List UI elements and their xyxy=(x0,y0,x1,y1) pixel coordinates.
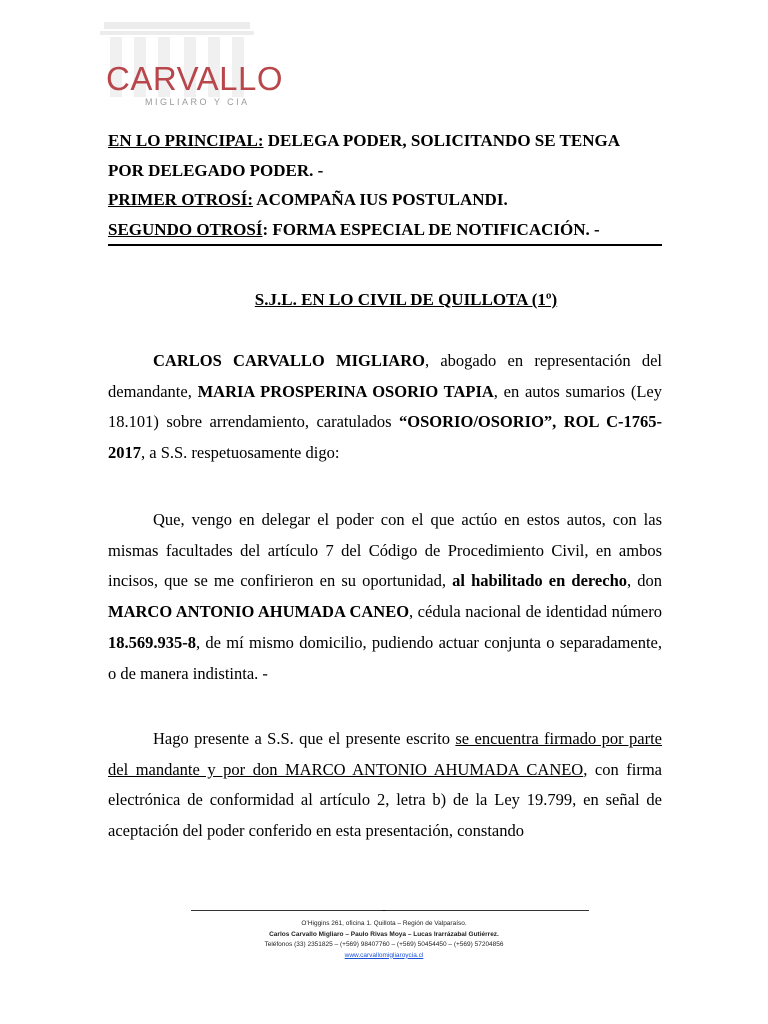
paragraph-text: Hago presente a S.S. que el presente escrito xyxy=(153,729,456,748)
heading-line-principal xyxy=(108,126,663,156)
paragraph-delegation xyxy=(108,505,662,689)
page-footer xyxy=(0,919,768,961)
court-title: S.J.L. EN LO CIVIL DE QUILLOTA (1º) xyxy=(254,290,558,309)
delegate-id-number: 18.569.935-8 xyxy=(108,632,196,652)
paragraph-text: Que, vengo en delegar el poder con el que actúo en estos autos, con las mismas facultades del artículo 7 del Código de Procedimiento Civil, en ambos incisos, que se me confirieron en su oportunidad, xyxy=(108,510,662,591)
heading-label-primer-otrosi: PRIMER OTROSÍ: xyxy=(108,190,253,209)
paragraph-text: , de mí mismo domicilio, pudiendo actuar conjunta o separadamente, o de manera indistinta. - xyxy=(108,632,662,683)
heading-label-segundo-otrosi: SEGUNDO OTROSÍ xyxy=(108,219,263,239)
heading-text-principal: DELEGA PODER, SOLICITANDO SE TENGA xyxy=(263,131,620,150)
heading-line-principal-cont xyxy=(108,156,663,186)
paragraph-representation xyxy=(108,346,662,469)
footer-dash: – xyxy=(382,907,386,914)
paragraph-signature xyxy=(108,724,662,847)
lawyer-name: CARLOS CARVALLO MIGLIARO xyxy=(153,351,425,370)
heading-divider xyxy=(108,244,662,246)
document-heading xyxy=(108,126,663,244)
heading-text-primer-otrosi: ACOMPAÑA IUS POSTULANDI. xyxy=(252,190,508,209)
logo-name: CARVALLO xyxy=(106,60,284,97)
paragraph-text: , con firma electrónica de conformidad al artículo 2, letra b) de la Ley 19.799, en señal de aceptación del poder conferido en esta presentación, constando xyxy=(108,759,662,841)
paragraph-text: , abogado en representación del demandante, xyxy=(108,351,662,401)
heading-label-principal: EN LO PRINCIPAL: xyxy=(108,131,264,150)
paragraph-text: , don xyxy=(627,571,663,591)
heading-line-segundo-otrosi xyxy=(108,215,663,245)
heading-text-principal-cont: POR DELEGADO PODER. - xyxy=(108,160,324,180)
delegate-name: MARCO ANTONIO AHUMADA CANEO xyxy=(108,602,410,622)
logo-subtitle: MIGLIARO Y CIA xyxy=(145,97,250,107)
footer-address: O’Higgins 261, oficina 1. Quillota – Región de Valparaíso. xyxy=(301,920,467,927)
heading-text-segundo-otrosi: : FORMA ESPECIAL DE NOTIFICACIÓN. - xyxy=(262,219,600,239)
heading-line-primer-otrosi xyxy=(108,185,663,215)
footer-website-link[interactable]: www.carvallomigliaroycia.cl xyxy=(344,951,424,959)
footer-phones: Teléfonos (33) 2351825 – (+569) 98407760 – (+569) 50454450 – (+569) 57204856 xyxy=(264,941,504,948)
delegate-qualification: al habilitado en derecho xyxy=(452,571,627,591)
firm-logo xyxy=(98,22,284,112)
case-reference: “OSORIO/OSORIO”, ROL C-1765-2017 xyxy=(108,412,662,463)
footer-names: Carlos Carvallo Migliaro – Paulo Rivas Moya – Lucas Irarrázabal Gutiérrez. xyxy=(269,930,499,938)
plaintiff-name: MARIA PROSPERINA OSORIO TAPIA xyxy=(197,381,494,401)
signature-statement: se encuentra firmado por parte del mandante y por don MARCO ANTONIO AHUMADA CANEO xyxy=(108,729,662,779)
paragraph-text: , a S.S. respetuosamente digo: xyxy=(141,443,340,463)
paragraph-text: , cédula nacional de identidad número xyxy=(409,602,662,622)
paragraph-text: , en autos sumarios (Ley 18.101) sobre arrendamiento, caratulados xyxy=(108,381,662,432)
